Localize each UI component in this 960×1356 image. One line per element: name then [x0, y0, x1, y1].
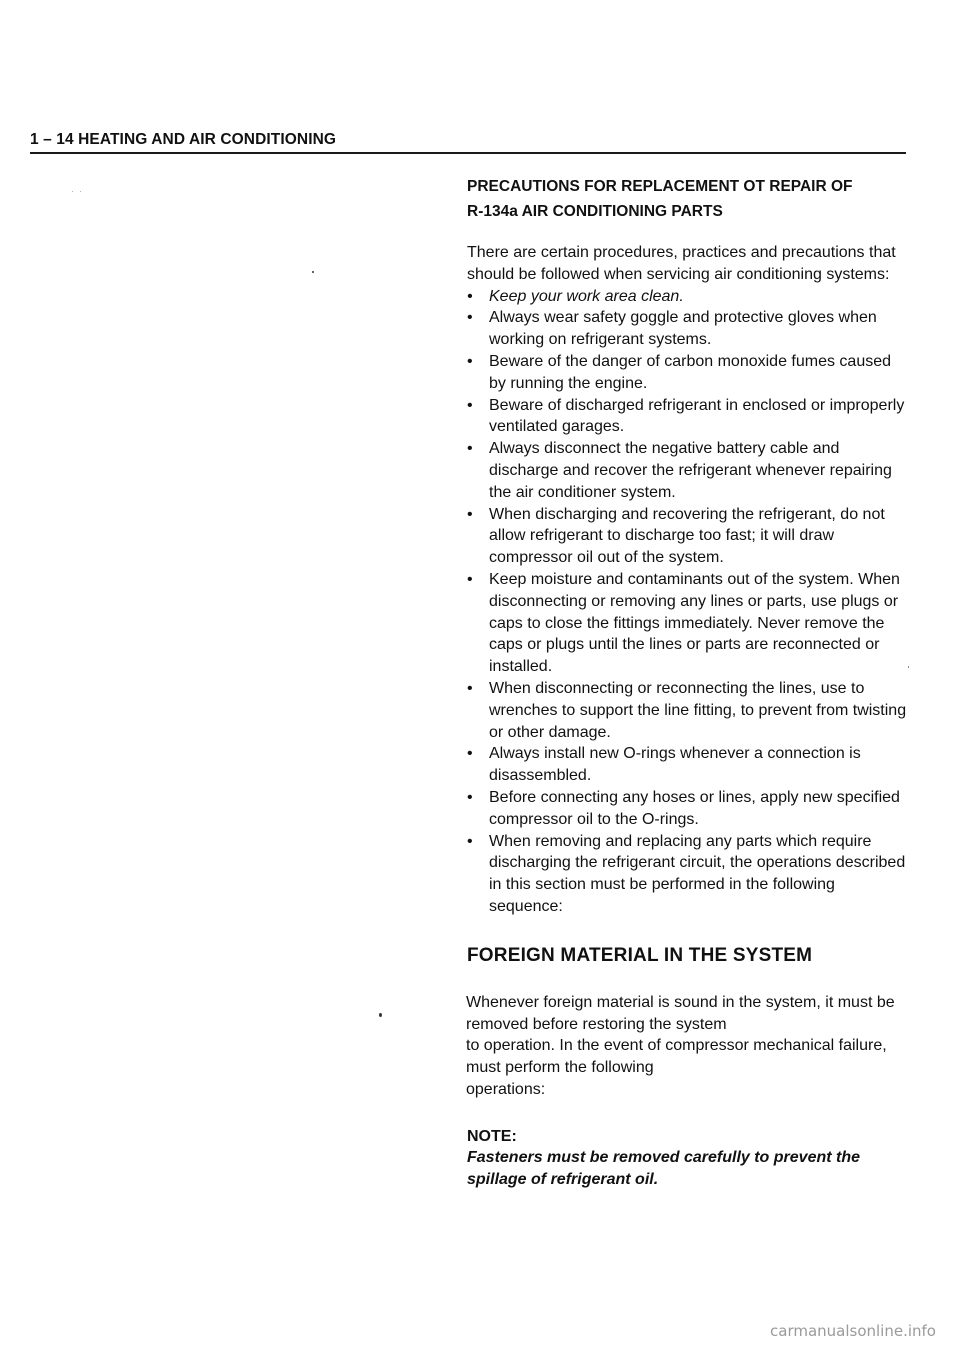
header-rule [30, 152, 906, 154]
paragraph-line: Whenever foreign material is sound in the system, it must be [466, 993, 895, 1011]
list-item: • Keep your work area clean. [467, 286, 912, 308]
paragraph-line: to operation. In the event of compressor mechanical failure, [466, 1037, 887, 1055]
precautions-list [467, 286, 912, 918]
section-title-line: R-134a AIR CONDITIONING PARTS [467, 203, 723, 220]
intro-paragraph: There are certain procedures, practices and precautions that should be followed when servicing air conditioning systems: [467, 244, 896, 283]
section-title-line: PRECAUTIONS FOR REPLACEMENT OT REPAIR OF [467, 178, 853, 195]
scan-speck [312, 271, 314, 273]
section-title [467, 174, 912, 224]
scan-speck [72, 191, 73, 192]
watermark-link[interactable]: carmanualsonline.info [770, 1322, 936, 1340]
paragraph-line: operations: [466, 1080, 546, 1098]
scan-speck [379, 1013, 382, 1017]
note-label: NOTE: [467, 1127, 517, 1145]
list-item: • When disconnecting or reconnecting the lines, use to wrenches to support the line fitting, to prevent from twisting or other damage. [467, 678, 912, 743]
list-item: • When removing and replacing any parts which require discharging the refrigerant circuit, the operations described in this section must be performed in the following sequence: [467, 831, 912, 918]
note-text: Fasteners must be removed carefully to prevent the spillage of refrigerant oil. [467, 1149, 861, 1189]
page-header: 1 – 14 HEATING AND AIR CONDITIONING [30, 131, 337, 148]
scan-speck [80, 191, 81, 192]
list-item: • Beware of discharged refrigerant in enclosed or improperly ventilated garages. [467, 395, 912, 439]
list-item: • Always wear safety goggle and protective gloves when working on refrigerant systems. [467, 307, 912, 351]
list-item: • Beware of the danger of carbon monoxide fumes caused by running the engine. [467, 351, 912, 395]
list-item: • Keep moisture and contaminants out of the system. When disconnecting or removing any lines or parts, use plugs or caps to close the fittings immediately. Never remove the caps or plugs until the lines or parts are reconnected or installed. [467, 569, 912, 678]
list-item: • When discharging and recovering the refrigerant, do not allow refrigerant to discharge too fast; it will draw compressor oil out of the system. [467, 504, 912, 569]
main-content [467, 174, 912, 1191]
foreign-material-paragraph [466, 992, 912, 1101]
list-item: • Before connecting any hoses or lines, apply new specified compressor oil to the O-rings. [467, 787, 912, 831]
paragraph-line: must perform the following [466, 1059, 654, 1077]
paragraph-line: removed before restoring the system [466, 1015, 727, 1033]
foreign-material-heading: FOREIGN MATERIAL IN THE SYSTEM [467, 944, 813, 966]
list-item: • Always disconnect the negative battery cable and discharge and recover the refrigerant whenever repairing the air conditioner system. [467, 438, 912, 503]
list-item: • Always install new O-rings whenever a connection is disassembled. [467, 743, 912, 787]
